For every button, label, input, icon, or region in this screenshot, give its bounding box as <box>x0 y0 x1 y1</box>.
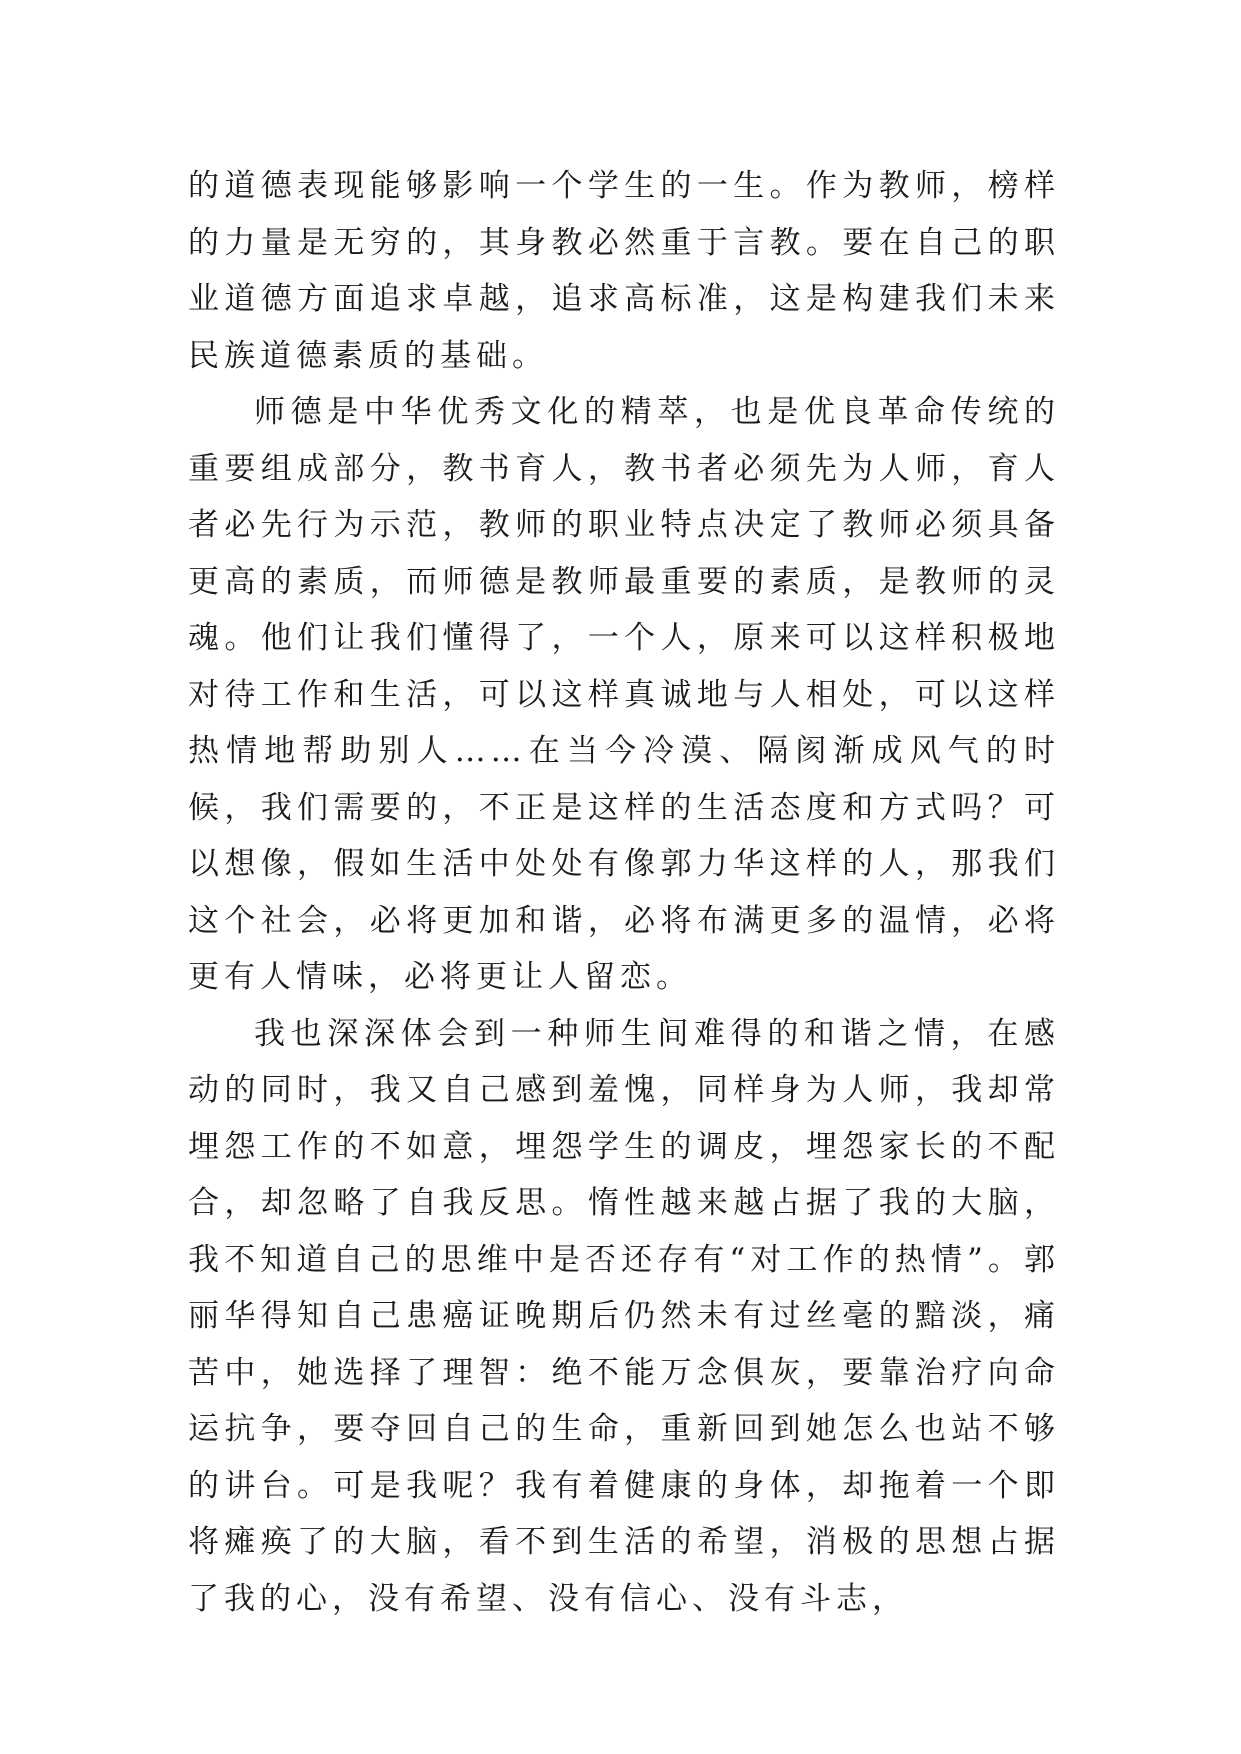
paragraph-3: 我也深深体会到一种师生间难得的和谐之情，在感动的同时，我又自己感到羞愧，同样身为人师，我却常埋怨工作的不如意，埋怨学生的调皮，埋怨家长的不配合，却忽略了自我反思。惰性越来越占据了我的大脑，我不知道自己的思维中是否还存有“对工作的热情”。郭丽华得知自己患癌证晚期后仍然未有过丝毫的黯淡，痛苦中，她选择了理智：绝不能万念俱灰，要靠治疗向命运抗争，要夺回自己的生命，重新回到她怎么也站不够的讲台。可是我呢？我有着健康的身体，却拖着一个即将瘫痪了的大脑，看不到生活的希望，消极的思想占据了我的心，没有希望、没有信心、没有斗志， <box>188 1015 1060 1617</box>
document-body <box>188 158 1060 1627</box>
paragraph-2: 师德是中华优秀文化的精萃，也是优良革命传统的重要组成部分，教书育人，教书者必须先为人师，育人者必先行为示范，教师的职业特点决定了教师必须具备更高的素质，而师德是教师最重要的素质，是教师的灵魂。他们让我们懂得了，一个人，原来可以这样积极地对待工作和生活，可以这样真诚地与人相处，可以这样热情地帮助别人……在当今冷漠、隔阂渐成风气的时候，我们需要的，不正是这样的生活态度和方式吗？可以想像，假如生活中处处有像郭力华这样的人，那我们这个社会，必将更加和谐，必将布满更多的温情，必将更有人情味，必将更让人留恋。 <box>188 394 1060 995</box>
paragraph-1: 的道德表现能够影响一个学生的一生。作为教师，榜样的力量是无穷的，其身教必然重于言教。要在自己的职业道德方面追求卓越，追求高标准，这是构建我们未来民族道德素质的基础。 <box>188 168 1060 374</box>
